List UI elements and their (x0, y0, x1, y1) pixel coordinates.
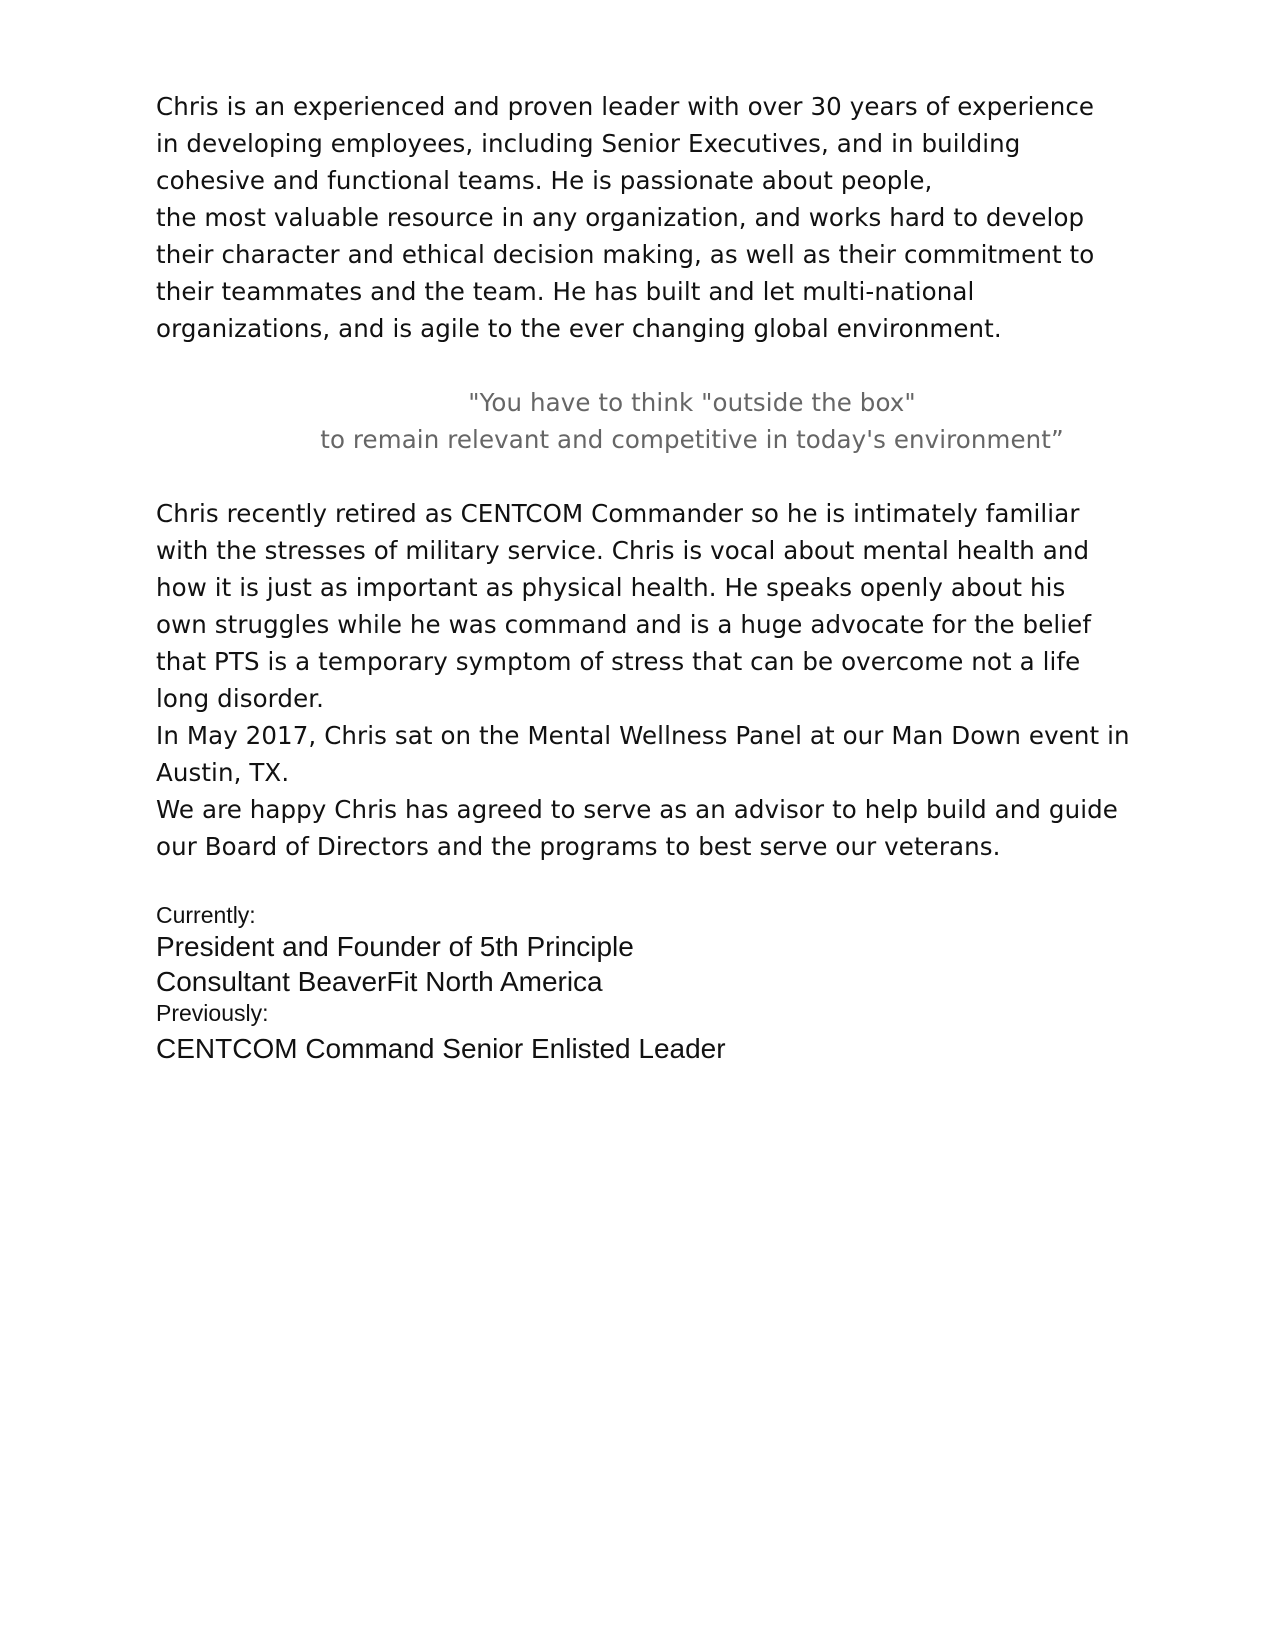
intro-line: organizations, and is agile to the ever changing global environment. (156, 314, 1002, 343)
previously-label: Previously: (156, 1000, 269, 1026)
bio-line: Chris recently retired as CENTCOM Commander so he is intimately familiar (156, 499, 1080, 528)
bio-line: own struggles while he was command and is a huge advocate for the belief (156, 610, 1092, 639)
current-role: President and Founder of 5th Principle (156, 931, 634, 962)
bio-line: that PTS is a temporary symptom of stress that can be overcome not a life (156, 647, 1081, 676)
intro-line: Chris is an experienced and proven leader with over 30 years of experience (156, 92, 1095, 121)
intro-paragraph (156, 88, 1216, 347)
roles-section (156, 901, 1216, 1066)
quote-line: "You have to think "outside the box" (468, 388, 916, 417)
bio-line: We are happy Chris has agreed to serve as an advisor to help build and guide (156, 795, 1118, 824)
intro-line: the most valuable resource in any organization, and works hard to develop (156, 203, 1085, 232)
bio-line: how it is just as important as physical health. He speaks openly about his (156, 573, 1066, 602)
previous-role: CENTCOM Command Senior Enlisted Leader (156, 1033, 726, 1064)
currently-label: Currently: (156, 902, 256, 928)
pull-quote (156, 384, 1216, 458)
document-page (156, 88, 1216, 1066)
intro-line: cohesive and functional teams. He is passionate about people, (156, 166, 933, 195)
bio-line: our Board of Directors and the programs to best serve our veterans. (156, 832, 1001, 861)
intro-line: their character and ethical decision making, as well as their commitment to (156, 240, 1095, 269)
bio-line: with the stresses of military service. Chris is vocal about mental health and (156, 536, 1090, 565)
bio-line: long disorder. (156, 684, 325, 713)
current-role: Consultant BeaverFit North America (156, 966, 603, 997)
bio-line: Austin, TX. (156, 758, 290, 787)
intro-line: their teammates and the team. He has built and let multi-national (156, 277, 975, 306)
bio-paragraph (156, 495, 1216, 865)
bio-line: In May 2017, Chris sat on the Mental Wellness Panel at our Man Down event in (156, 721, 1130, 750)
quote-line: to remain relevant and competitive in today's environment” (320, 425, 1064, 454)
intro-line: in developing employees, including Senior Executives, and in building (156, 129, 1021, 158)
